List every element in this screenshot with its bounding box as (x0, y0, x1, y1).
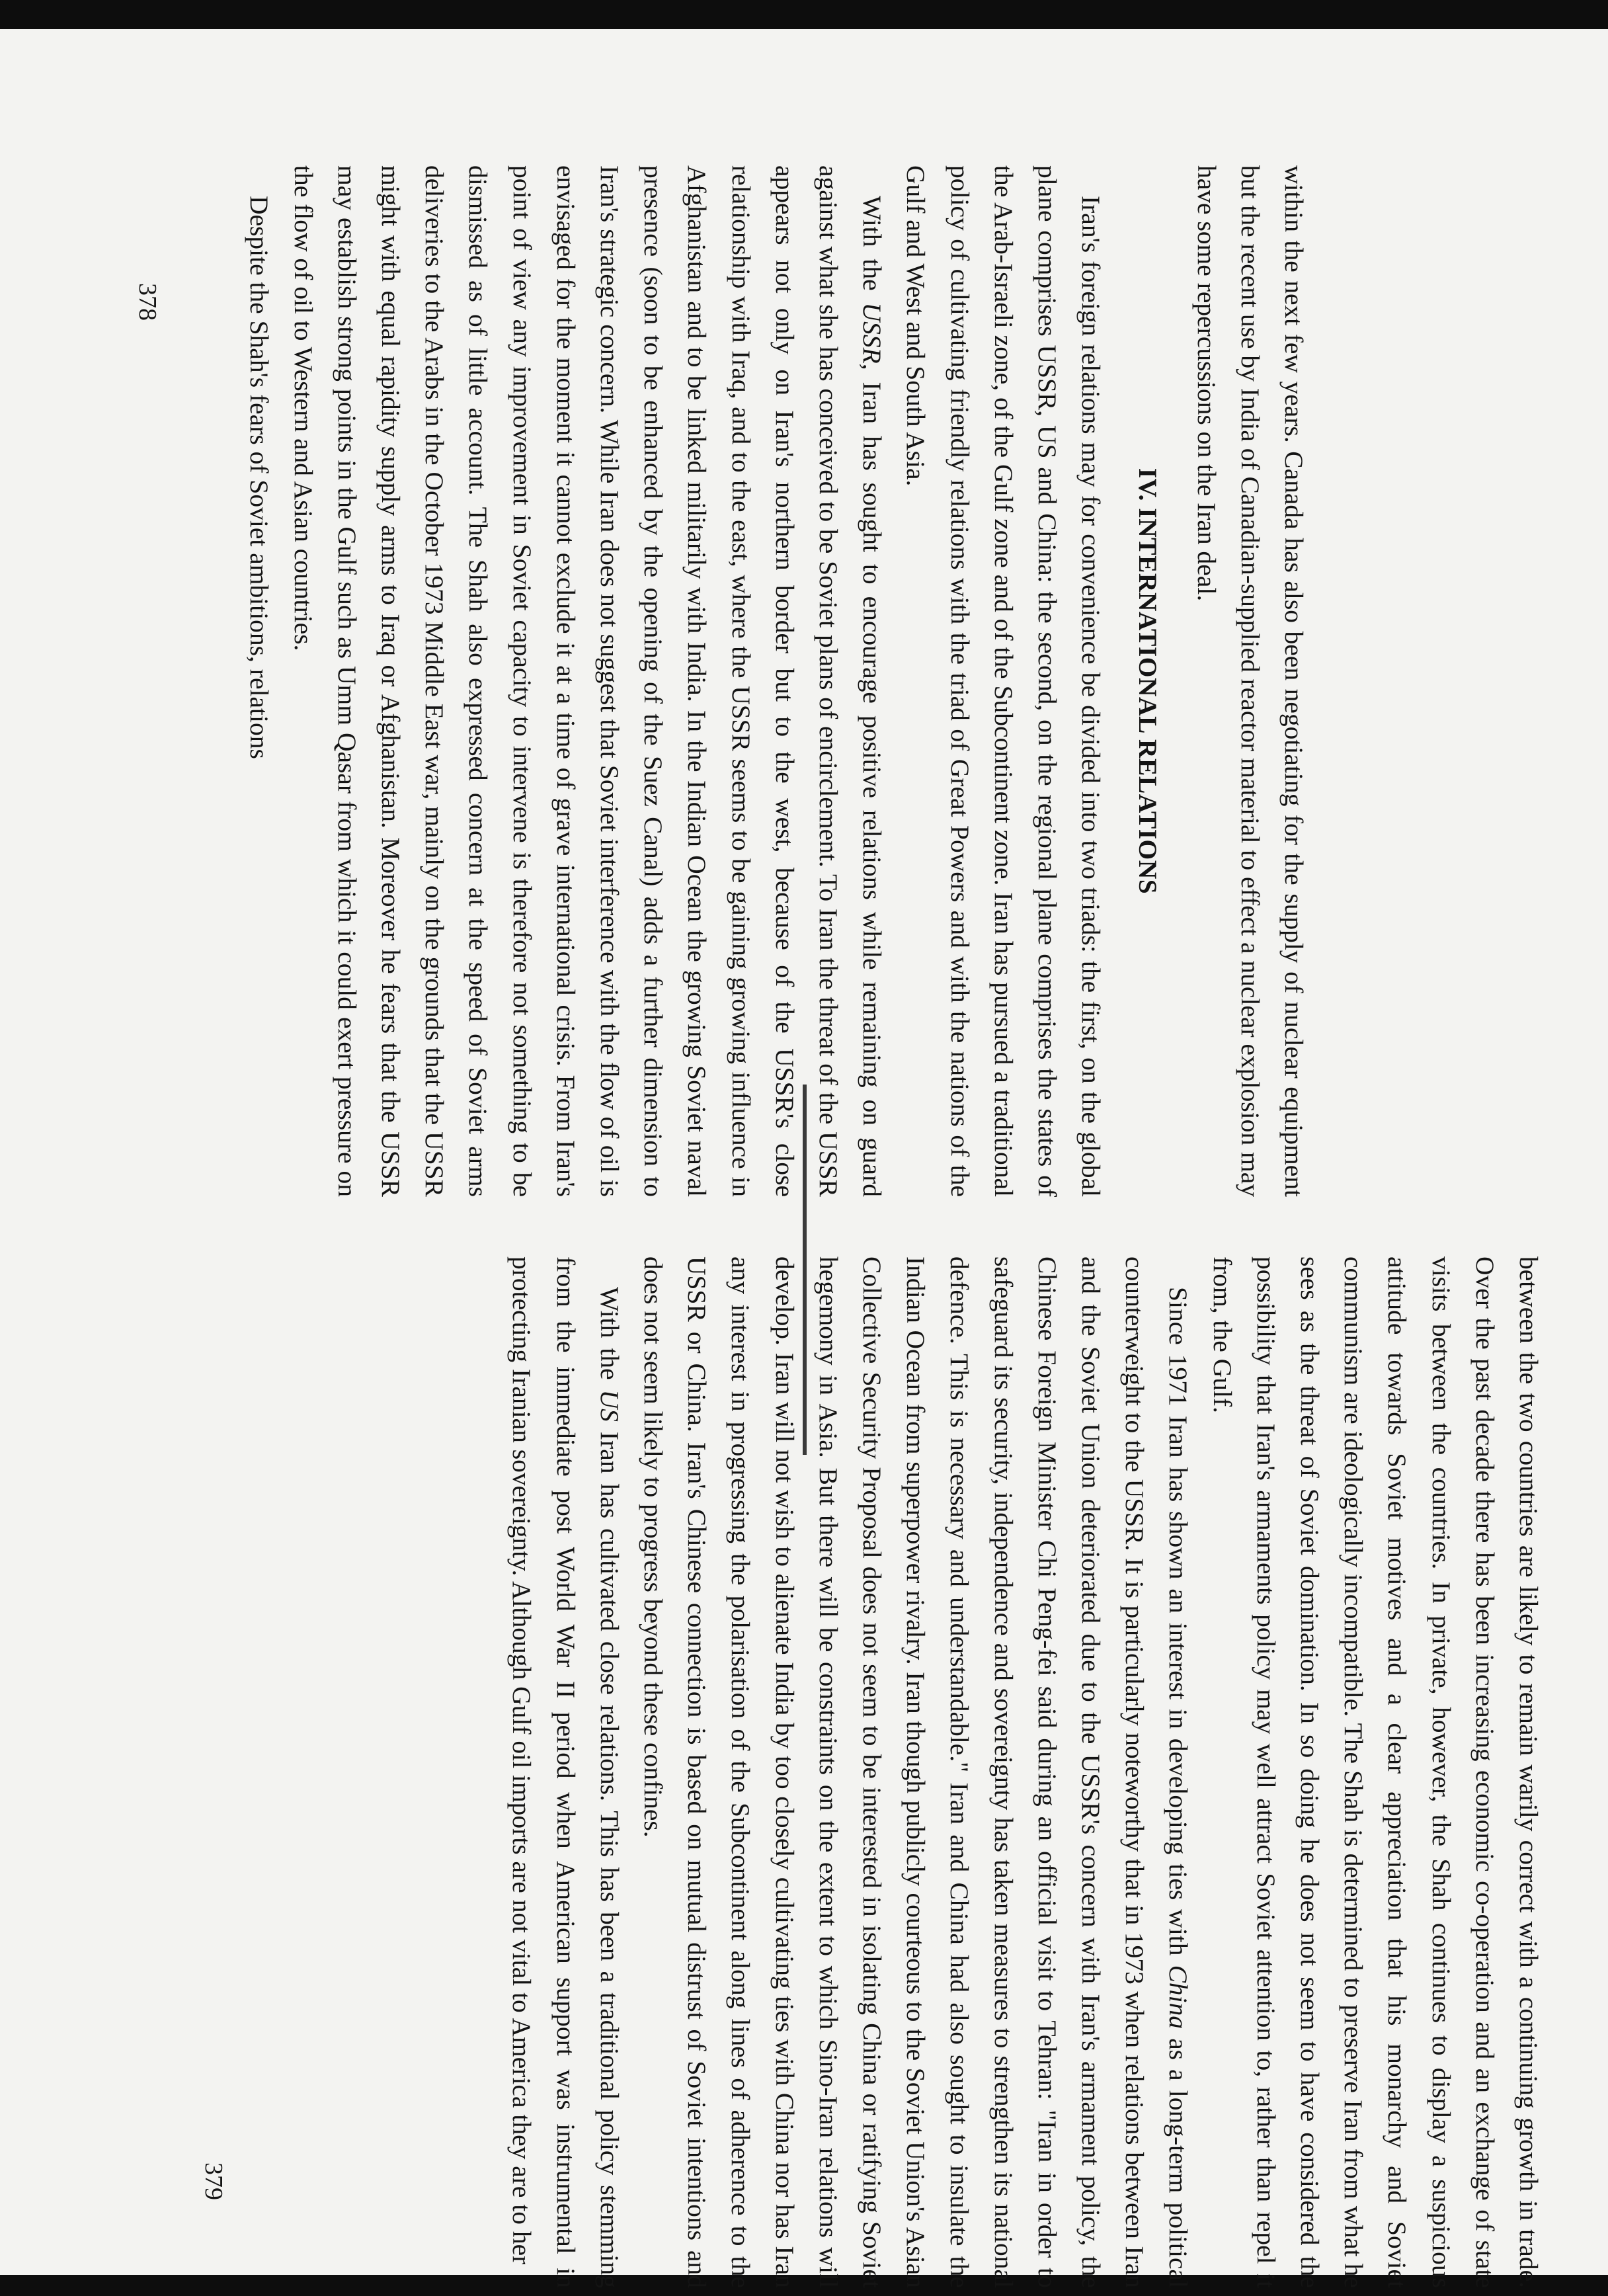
page-number-left: 378 (134, 283, 161, 321)
us-emphasis: US (594, 1389, 624, 1422)
paragraph-ussr (281, 165, 894, 1197)
paragraph-us (500, 1256, 631, 2288)
right-page (500, 1256, 1550, 2288)
page-number-right: 379 (200, 2162, 227, 2200)
china-body: as a long-term political counterweight to the USSR. It is particularly noteworthy that in 1973 when relations between Iran and the Soviet Union deteriorated due to the USSR's concern with Iran's armament policy, the Chinese Foreign Minister Chi Peng-fei said during an official visit to Tehran: "Iran in order to safeguard its security, independence and sovereignty has taken measures to strengthen its national defence. This is necessary and understandable." Iran and China had also sought to insulate the Indian Ocean from superpower rivalry. Iran though publicly courteous to the Soviet Union's Asian Collective Security Proposal does not seem to be interested in isolating China or ratifying Soviet hegemony in Asia. But there will be constraints on the extent to which Sino-Iran relations will develop. Iran will not wish to alienate India by too closely cultivating ties with China nor has Iran any interest in progressing the polarisation of the Subcontinent along lines of adherence to the USSR or China. Iran's Chinese connection is based on mutual distrust of Soviet intentions and does not seem likely to progress beyond these confines. (638, 1256, 1193, 2288)
left-page (237, 165, 1316, 1197)
paragraph-intro: Iran's foreign relations may for convenience be divided into two triads: the first, on the global plane comprises USSR, US and China: the second, on the regional plane comprises the states of the Arab-Israeli zone, of the Gulf zone and of the Subcontinent zone. Iran has pursued a traditional policy of cultivating friendly relations with the triad of Great Powers and with the nations of the Gulf and West and South Asia. (901, 165, 1106, 1197)
section-heading: IV. INTERNATIONAL RELATIONS (1133, 468, 1163, 895)
scan-top-edge (0, 0, 1608, 29)
paragraph-despite: Despite the Shah's fears of Soviet ambitions, relations (245, 196, 274, 759)
ussr-lead: With the (858, 196, 887, 303)
us-lead: With the (594, 1287, 624, 1390)
ussr-emphasis: USSR, (858, 302, 887, 370)
right-continuation-paragraph: between the two countries are likely to remain warily correct with a continuing growth in trade. Over the past decade there has been increasing economic co-operation and an exchange of state visits between the countries. In private, however, the Shah continues to display a suspicious attitude towards Soviet motives and a clear appreciation that his monarchy and Soviet communism are ideologically incompatible. The Shah is determined to preserve Iran from what he sees as the threat of Soviet domination. In so doing he does not seem to have considered the possibility that Iran's armaments policy may well attract Soviet attention to, rather than repel it from, the Gulf. (1207, 1256, 1543, 2288)
china-lead: Since 1971 Iran has shown an interest in developing ties with (1164, 1287, 1193, 1965)
us-body: Iran has cultivated close relations. This has been a traditional policy stemming from the immediate post World War II period when American support was instrumental in protecting Iranian sovereignty. Although Gulf oil imports are not vital to America they are to her (507, 1256, 624, 2288)
china-emphasis: China (1164, 1965, 1193, 2030)
paragraph-china (631, 1256, 1201, 2288)
ussr-body: Iran has sought to encourage positive relations while remaining on guard against what she has conceived to be Soviet plans of encirclement. To Iran the threat of the USSR appears not only on Iran's northern border but to the west, because of the USSR's close relationship with Iraq, and to the east, where the USSR seems to be gaining growing influence in Afghanistan and to be linked militarily with India. In the Indian Ocean the growing Soviet naval presence (soon to be enhanced by the opening of the Suez Canal) adds a further dimension to Iran's strategic concern. While Iran does not suggest that Soviet interference with the flow of oil is envisaged for the moment it cannot exclude it at a time of grave international crisis. From Iran's point of view any improvement in Soviet capacity to intervene is therefore not something to be dismissed as of little account. The Shah also expressed concern at the speed of Soviet arms deliveries to the Arabs in the October 1973 Middle East war, mainly on the grounds that the USSR might with equal rapidity supply arms to Iraq or Afghanistan. Moreover he fears that the USSR may establish strong points in the Gulf such as Umm Qasar from which it could exert pressure on the flow of oil to Western and Asian countries. (288, 165, 887, 1197)
left-continuation-paragraph: within the next few years. Canada has also been negotiating for the supply of nuclear equipment but the recent use by India of Canadian-supplied reactor material to effect a nuclear explosion may have some repercussions on the Iran deal. (1191, 165, 1308, 1197)
